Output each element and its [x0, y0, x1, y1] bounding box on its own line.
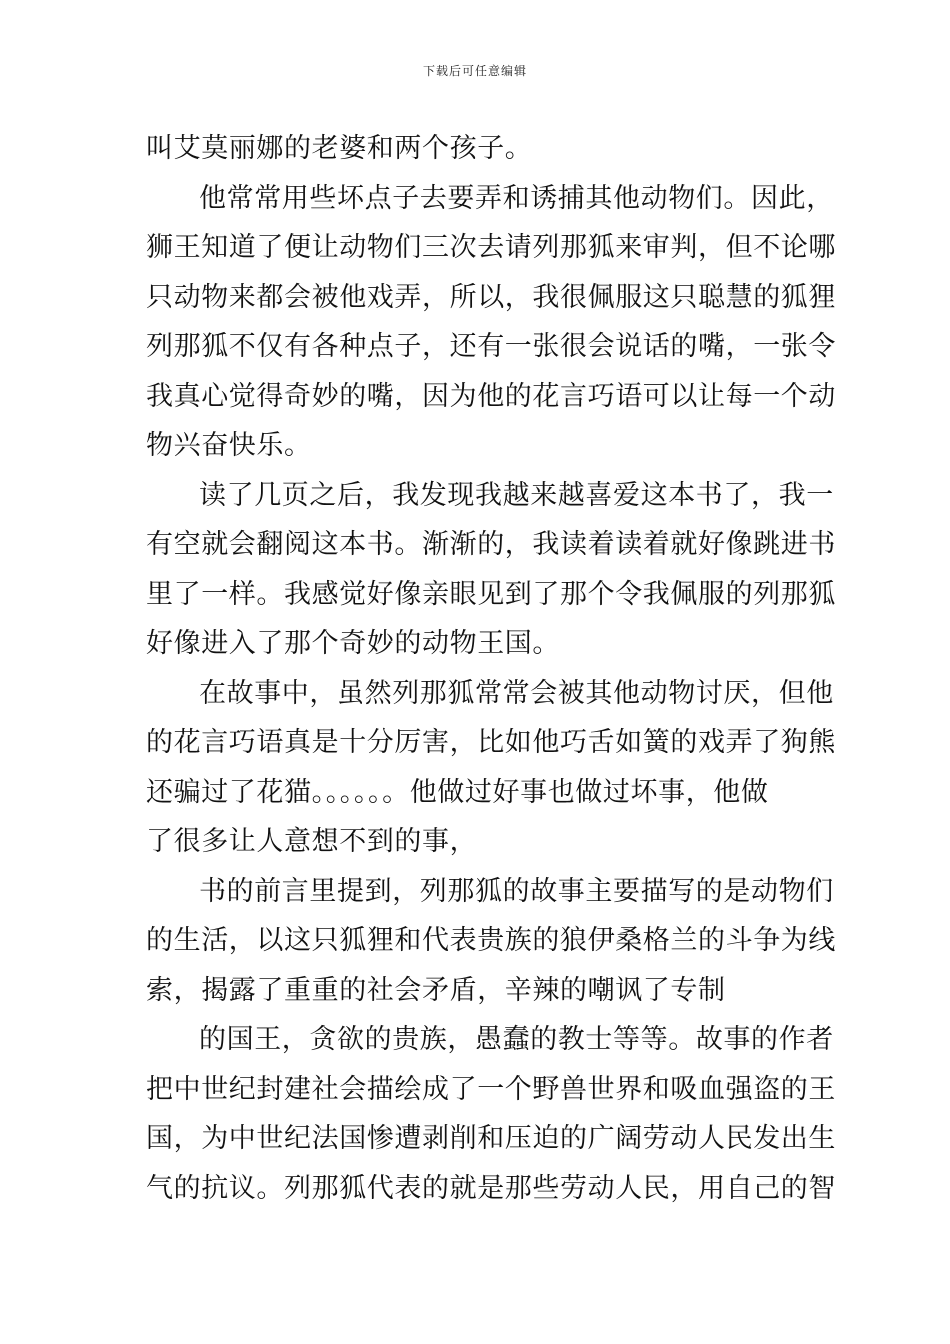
text-line-9: 有空就会翻阅这本书。渐渐的，我读着读着就好像跳进书: [146, 529, 836, 560]
text-line-17: 的生活，以这只狐狸和代表贵族的狼伊桑格兰的斗争为线: [146, 925, 836, 956]
text-line-3: 狮王知道了便让动物们三次去请列那狐来审判，但不论哪: [146, 232, 836, 263]
text-line-16: 书的前言里提到，列那狐的故事主要描写的是动物们: [199, 875, 834, 907]
page-header: 下载后可任意编辑: [422, 64, 527, 78]
text-line-7: 物兴奋快乐。: [146, 430, 312, 461]
text-line-20: 把中世纪封建社会描绘成了一个野兽世界和吸血强盗的王: [146, 1073, 836, 1105]
text-line-1: 叫艾莫丽娜的老婆和两个孩子。: [146, 133, 533, 164]
body-text: [146, 124, 836, 1213]
text-line-15: 了很多让人意想不到的事，: [146, 826, 478, 857]
text-line-12: 在故事中，虽然列那狐常常会被其他动物讨厌，但他: [199, 677, 834, 709]
text-line-21: 国，为中世纪法国惨遭剥削和压迫的广阔劳动人民发出生: [146, 1123, 836, 1154]
text-line-6: 我真心觉得奇妙的嘴，因为他的花言巧语可以让每一个动: [146, 380, 836, 412]
text-line-14: 还骗过了花猫。。。。。。他做过好事也做过坏事，他做: [146, 776, 769, 808]
text-line-18: 索，揭露了重重的社会矛盾，辛辣的嘲讽了专制: [146, 974, 726, 1006]
text-line-10: 里了一样。我感觉好像亲眼见到了那个令我佩服的列那狐: [146, 578, 836, 610]
text-line-11: 好像进入了那个奇妙的动物王国。: [146, 628, 560, 659]
text-line-13: 的花言巧语真是十分厉害，比如他巧舌如簧的戏弄了狗熊: [146, 727, 836, 758]
text-line-22: 气的抗议。列那狐代表的就是那些劳动人民，用自己的智: [146, 1172, 836, 1204]
text-line-5: 列那狐不仅有各种点子，还有一张很会说话的嘴，一张令: [146, 331, 836, 362]
text-line-8: 读了几页之后，我发现我越来越喜爱这本书了，我一: [199, 479, 834, 511]
text-line-19: 的国王，贪欲的贵族，愚蠢的教士等等。故事的作者: [199, 1024, 834, 1055]
text-line-2: 他常常用些坏点子去要弄和诱捕其他动物们。因此，: [199, 182, 834, 214]
text-line-4: 只动物来都会被他戏弄，所以，我很佩服这只聪慧的狐狸: [146, 281, 836, 313]
